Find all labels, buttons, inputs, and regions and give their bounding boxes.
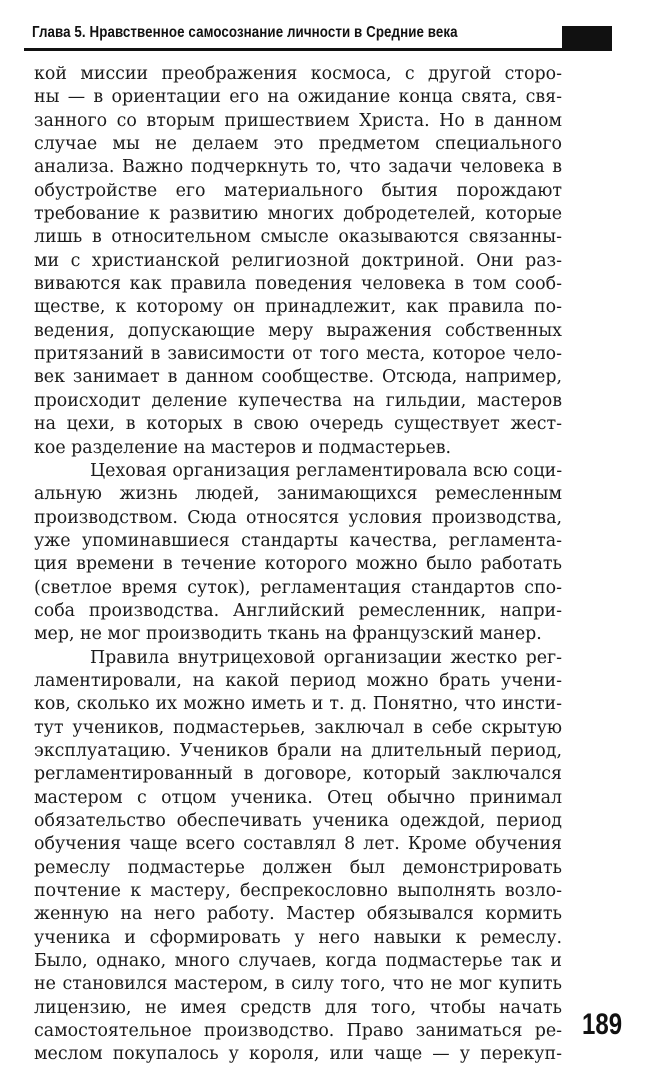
text-line: мастером с отцом ученика. Отец обычно принимал (34, 787, 562, 808)
text-line: обучения чаще всего составлял 8 лет. Кроме обучения (34, 834, 562, 855)
text-line: Было, однако, много случаев, когда подмастерье так и (34, 951, 562, 972)
text-line: производством. Сюда относятся условия производства, (34, 507, 562, 528)
text-line: ученика и сформировать у него навыки к ремеслу. (34, 927, 562, 948)
text-line: альную жизнь людей, занимающихся ремесленным (34, 484, 562, 505)
text-line: женную на него работу. Мастер обязывался кормить (34, 904, 562, 925)
text-line: не становился мастером, в силу того, что не мог купить (34, 974, 562, 995)
text-line: на цехи, в которых в свою очередь существует жест- (34, 414, 562, 435)
text-line: анализа. Важно подчеркнуть то, что задачи человека в (34, 157, 562, 178)
page-number: 189 (581, 1008, 622, 1041)
text-line: кое разделение на мастеров и подмастерьев. (34, 437, 452, 458)
text-line: самостоятельное производство. Право заниматься ре- (34, 1021, 562, 1042)
text-line: эксплуатацию. Учеников брали на длительный период, (34, 740, 562, 761)
text-line: лицензию, не имея средств для того, чтобы начать (34, 997, 562, 1018)
text-line: лишь в относительном смысле оказываются связанны- (34, 227, 562, 248)
text-line: обязательство обеспечивать ученика одеждой, период (34, 811, 562, 831)
text-line: ция времени в течение которого можно было работать (34, 554, 562, 575)
text-line: обустройстве его материального бытия порождают (34, 180, 562, 201)
header-black-tab (562, 26, 612, 48)
text-line: почтение к мастеру, беспрекословно выполнять возло- (34, 881, 562, 902)
text-line: соба производства. Английский ремесленник, напри- (34, 600, 562, 621)
text-line: ламентировали, на какой период можно брать учени- (34, 670, 562, 691)
text-line: уже упоминавшиеся стандарты качества, регламента- (34, 530, 562, 551)
text-line: виваются как правила поведения человека в том сооб- (34, 274, 562, 295)
text-line: требование к развитию многих добродетелей, которые (34, 204, 562, 225)
text-line: Цеховая организация регламентировала всю соци- (90, 460, 562, 481)
body-text (34, 63, 562, 1067)
text-line: век занимает в данном сообществе. Отсюда, например, (34, 367, 562, 388)
text-line: ремеслу подмастерье должен был демонстрировать (34, 857, 562, 878)
text-line: ны — в ориентации его на ожидание конца свята, свя- (34, 87, 562, 108)
text-line: случае мы не делаем это предметом специального (34, 134, 562, 155)
text-line: кой миссии преображения космоса, с другой сторо- (34, 64, 562, 84)
text-line: Правила внутрицеховой организации жестко рег- (90, 647, 562, 668)
text-line: притязаний в зависимости от того места, которое чело- (34, 344, 562, 365)
text-line: меслом покупалось у короля, или чаще — у перекуп- (34, 1044, 562, 1065)
text-line: занного со вторым пришествием Христа. Но в данном (34, 110, 562, 131)
text-line: ми с христианской религиозной доктриной. Они раз- (34, 250, 562, 271)
text-line: происходит деление купечества на гильдии, мастеров (34, 390, 562, 411)
text-line: мер, не мог производить ткань на французский манер. (34, 624, 542, 645)
text-line: ведения, допускающие меру выражения собственных (34, 320, 562, 341)
running-header (24, 22, 612, 51)
text-line: (светлое время суток), регламентация стандартов спо- (34, 577, 562, 598)
running-header-title: Глава 5. Нравственное самосознание личности в Средние века (32, 24, 458, 41)
text-line: тут учеников, подмастерьев, заключал в себе скрытую (34, 717, 562, 738)
text-line: ществе, к которому он принадлежит, как правила по- (34, 297, 562, 318)
text-line: регламентированный в договоре, который заключался (34, 764, 562, 785)
text-line: ков, сколько их можно иметь и т. д. Понятно, что инсти- (34, 694, 562, 715)
